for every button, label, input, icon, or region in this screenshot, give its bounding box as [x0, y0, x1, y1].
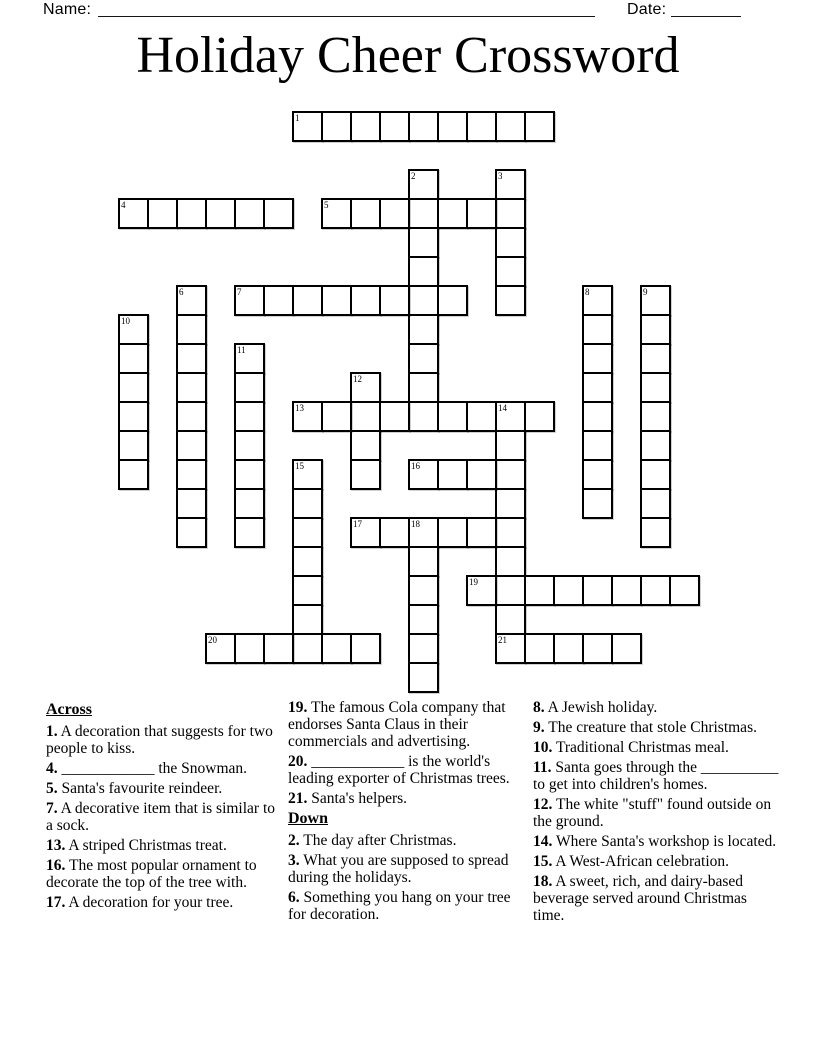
grid-cell[interactable] [495, 227, 526, 258]
clue-11: 11. Santa goes through the __________ to get into children's homes. [533, 759, 779, 793]
grid-cell[interactable] [176, 401, 207, 432]
across-heading: Across [46, 701, 92, 718]
grid-cell[interactable] [408, 372, 439, 403]
clue-21: 21. Santa's helpers. [288, 790, 408, 807]
grid-cell[interactable] [495, 604, 526, 635]
cell-number: 12 [353, 374, 362, 384]
grid-cell[interactable] [466, 198, 497, 229]
clue-number: 21. [288, 790, 308, 807]
grid-cell[interactable] [176, 430, 207, 461]
grid-cell[interactable] [350, 401, 381, 432]
grid-cell[interactable] [495, 111, 526, 142]
grid-cell[interactable] [118, 372, 149, 403]
grid-cell[interactable] [640, 401, 671, 432]
clue-15: 15. A West-African celebration. [533, 853, 730, 870]
name-label: Name: [43, 1, 92, 18]
grid-cell[interactable] [176, 517, 207, 548]
grid-cell[interactable] [582, 633, 613, 664]
cell-number: 3 [498, 171, 503, 181]
grid-cell[interactable] [292, 546, 323, 577]
clue-7: 7. A decorative item that is similar to a sock. [46, 800, 276, 834]
grid-cell[interactable] [234, 488, 265, 519]
grid-cell[interactable] [263, 633, 294, 664]
grid-cell[interactable] [234, 372, 265, 403]
grid-cell[interactable] [321, 401, 352, 432]
cell-number: 10 [121, 316, 130, 326]
grid-cell[interactable] [234, 430, 265, 461]
grid-cell[interactable] [379, 401, 410, 432]
grid-cell[interactable] [466, 111, 497, 142]
grid-cell[interactable] [408, 633, 439, 664]
grid-cell[interactable] [205, 198, 236, 229]
clue-number: 6. [288, 889, 300, 906]
grid-cell[interactable] [263, 285, 294, 316]
clue-1: 1. A decoration that suggests for two people to kiss. [46, 723, 273, 757]
grid-cell[interactable] [437, 517, 468, 548]
grid-cell[interactable] [524, 111, 555, 142]
grid-cell[interactable] [408, 111, 439, 142]
grid-cell[interactable] [611, 575, 642, 606]
clue-6: 6. Something you hang on your tree for decoration. [288, 889, 511, 923]
grid-cell[interactable] [640, 343, 671, 374]
grid-cell[interactable] [176, 488, 207, 519]
clue-number: 16. [46, 857, 66, 874]
grid-cell[interactable] [350, 633, 381, 664]
cell-number: 21 [498, 635, 507, 645]
grid-cell[interactable] [408, 227, 439, 258]
clue-number: 7. [46, 800, 58, 817]
grid-cell[interactable] [553, 575, 584, 606]
grid-cell[interactable] [640, 517, 671, 548]
clue-number: 20. [288, 753, 308, 770]
clue-number: 9. [533, 719, 545, 736]
grid-cell[interactable] [408, 285, 439, 316]
clue-number: 10. [533, 739, 553, 756]
grid-cell[interactable] [176, 343, 207, 374]
grid-cell[interactable] [524, 575, 555, 606]
grid-cell[interactable] [408, 575, 439, 606]
clue-9: 9. The creature that stole Christmas. [533, 719, 757, 736]
clue-18: 18. A sweet, rich, and dairy-based beverage served around Christmas time. [533, 873, 747, 924]
cell-number: 14 [498, 403, 507, 413]
grid-cell[interactable] [437, 198, 468, 229]
grid-cell[interactable] [553, 633, 584, 664]
grid-cell[interactable] [321, 633, 352, 664]
grid-cell[interactable] [118, 430, 149, 461]
grid-cell[interactable] [640, 314, 671, 345]
clue-19: 19. The famous Cola company that endorses Santa Claus in their commercials and advertising. [288, 699, 506, 750]
cell-number: 20 [208, 635, 217, 645]
cell-number: 9 [643, 287, 648, 297]
clue-number: 14. [533, 833, 553, 850]
grid-cell[interactable] [524, 401, 555, 432]
cell-number: 13 [295, 403, 304, 413]
clue-number: 2. [288, 832, 300, 849]
clue-number: 17. [46, 894, 66, 911]
cell-number: 17 [353, 519, 362, 529]
clue-number: 3. [288, 852, 300, 869]
cell-number: 11 [237, 345, 246, 355]
cell-number: 18 [411, 519, 420, 529]
grid-cell[interactable] [292, 517, 323, 548]
clue-number: 8. [533, 699, 545, 716]
grid-cell[interactable] [640, 372, 671, 403]
grid-cell[interactable] [118, 401, 149, 432]
grid-cell[interactable] [234, 633, 265, 664]
grid-cell[interactable] [640, 430, 671, 461]
grid-cell[interactable] [234, 401, 265, 432]
page-title: Holiday Cheer Crossword [136, 27, 680, 84]
cell-number: 7 [237, 287, 242, 297]
grid-cell[interactable] [495, 256, 526, 287]
grid-cell[interactable] [350, 459, 381, 490]
down-heading: Down [288, 810, 329, 827]
grid-cell[interactable] [466, 517, 497, 548]
grid-cell[interactable] [234, 459, 265, 490]
grid-cell[interactable] [350, 285, 381, 316]
grid-cell[interactable] [292, 285, 323, 316]
clue-number: 12. [533, 796, 553, 813]
grid-cell[interactable] [379, 517, 410, 548]
grid-cell[interactable] [640, 459, 671, 490]
cell-number: 1 [295, 113, 300, 123]
cell-number: 2 [411, 171, 416, 181]
grid-cell[interactable] [495, 430, 526, 461]
grid-cell[interactable] [176, 314, 207, 345]
clue-14: 14. Where Santa's workshop is located. [533, 833, 777, 850]
grid-cell[interactable] [263, 198, 294, 229]
grid-cell[interactable] [582, 488, 613, 519]
grid-cell[interactable] [408, 662, 439, 693]
grid-cell[interactable] [408, 198, 439, 229]
grid-cell[interactable] [466, 459, 497, 490]
grid-cell[interactable] [495, 198, 526, 229]
grid-cell[interactable] [379, 285, 410, 316]
clue-4: 4. ____________ the Snowman. [46, 760, 248, 777]
cell-number: 16 [411, 461, 420, 471]
grid-cell[interactable] [495, 285, 526, 316]
cell-number: 5 [324, 200, 329, 210]
grid-cell[interactable] [147, 198, 178, 229]
clue-3: 3. What you are supposed to spread during the holidays. [288, 852, 509, 886]
grid-cell[interactable] [379, 111, 410, 142]
grid-cell[interactable] [176, 372, 207, 403]
grid-cell[interactable] [495, 459, 526, 490]
clue-2: 2. The day after Christmas. [288, 832, 457, 849]
clue-column-3 [533, 699, 780, 927]
grid-cell[interactable] [176, 459, 207, 490]
grid-cell[interactable] [321, 111, 352, 142]
grid-cell[interactable] [582, 314, 613, 345]
grid-cell[interactable] [379, 198, 410, 229]
clue-number: 19. [288, 699, 308, 716]
clue-number: 5. [46, 780, 58, 797]
grid-cell[interactable] [408, 604, 439, 635]
cell-number: 6 [179, 287, 184, 297]
grid-cell[interactable] [466, 401, 497, 432]
cell-number: 4 [121, 200, 126, 210]
clue-16: 16. The most popular ornament to decorate the top of the tree with. [46, 857, 257, 891]
clue-number: 1. [46, 723, 58, 740]
grid-cell[interactable] [437, 459, 468, 490]
grid-cell[interactable] [234, 198, 265, 229]
grid-cell[interactable] [582, 401, 613, 432]
grid-cell[interactable] [408, 546, 439, 577]
grid-cell[interactable] [495, 517, 526, 548]
grid-cell[interactable] [437, 401, 468, 432]
grid-cell[interactable] [118, 459, 149, 490]
grid-cell[interactable] [176, 198, 207, 229]
grid-cell[interactable] [350, 430, 381, 461]
date-label: Date: [627, 1, 667, 18]
grid-cell[interactable] [292, 604, 323, 635]
grid-cell[interactable] [582, 459, 613, 490]
grid-cell[interactable] [582, 343, 613, 374]
grid-cell[interactable] [669, 575, 700, 606]
grid-cell[interactable] [234, 517, 265, 548]
grid-cell[interactable] [582, 372, 613, 403]
grid-cell[interactable] [292, 575, 323, 606]
grid-cell[interactable] [350, 111, 381, 142]
clue-number: 4. [46, 760, 58, 777]
grid-cell[interactable] [408, 343, 439, 374]
clue-number: 15. [533, 853, 553, 870]
grid-cell[interactable] [495, 546, 526, 577]
grid-cell[interactable] [582, 575, 613, 606]
cell-number: 8 [585, 287, 590, 297]
grid-cell[interactable] [495, 488, 526, 519]
grid-cell[interactable] [495, 575, 526, 606]
grid-cell[interactable] [350, 198, 381, 229]
clue-8: 8. A Jewish holiday. [533, 699, 658, 716]
clue-5: 5. Santa's favourite reindeer. [46, 780, 223, 797]
clue-12: 12. The white "stuff" found outside on the ground. [533, 796, 772, 830]
grid-cell[interactable] [524, 633, 555, 664]
grid-cell[interactable] [437, 285, 468, 316]
grid-cell[interactable] [408, 401, 439, 432]
clue-10: 10. Traditional Christmas meal. [533, 739, 729, 756]
clue-number: 11. [533, 759, 552, 776]
grid-cell[interactable] [321, 285, 352, 316]
grid-cell[interactable] [611, 633, 642, 664]
grid-cell[interactable] [118, 343, 149, 374]
grid-cell[interactable] [292, 488, 323, 519]
clue-column-2 [288, 699, 528, 926]
clue-13: 13. A striped Christmas treat. [46, 837, 227, 854]
clue-column-1 [46, 699, 276, 914]
grid-cell[interactable] [640, 575, 671, 606]
grid-cell[interactable] [408, 314, 439, 345]
cell-number: 19 [469, 577, 478, 587]
grid-cell[interactable] [582, 430, 613, 461]
grid-cell[interactable] [408, 256, 439, 287]
grid-cell[interactable] [437, 111, 468, 142]
cell-number: 15 [295, 461, 304, 471]
grid-cell[interactable] [640, 488, 671, 519]
clue-20: 20. ____________ is the world's leading exporter of Christmas trees. [288, 753, 510, 787]
clue-number: 18. [533, 873, 553, 890]
grid-cell[interactable] [292, 633, 323, 664]
clue-17: 17. A decoration for your tree. [46, 894, 234, 911]
clue-number: 13. [46, 837, 66, 854]
